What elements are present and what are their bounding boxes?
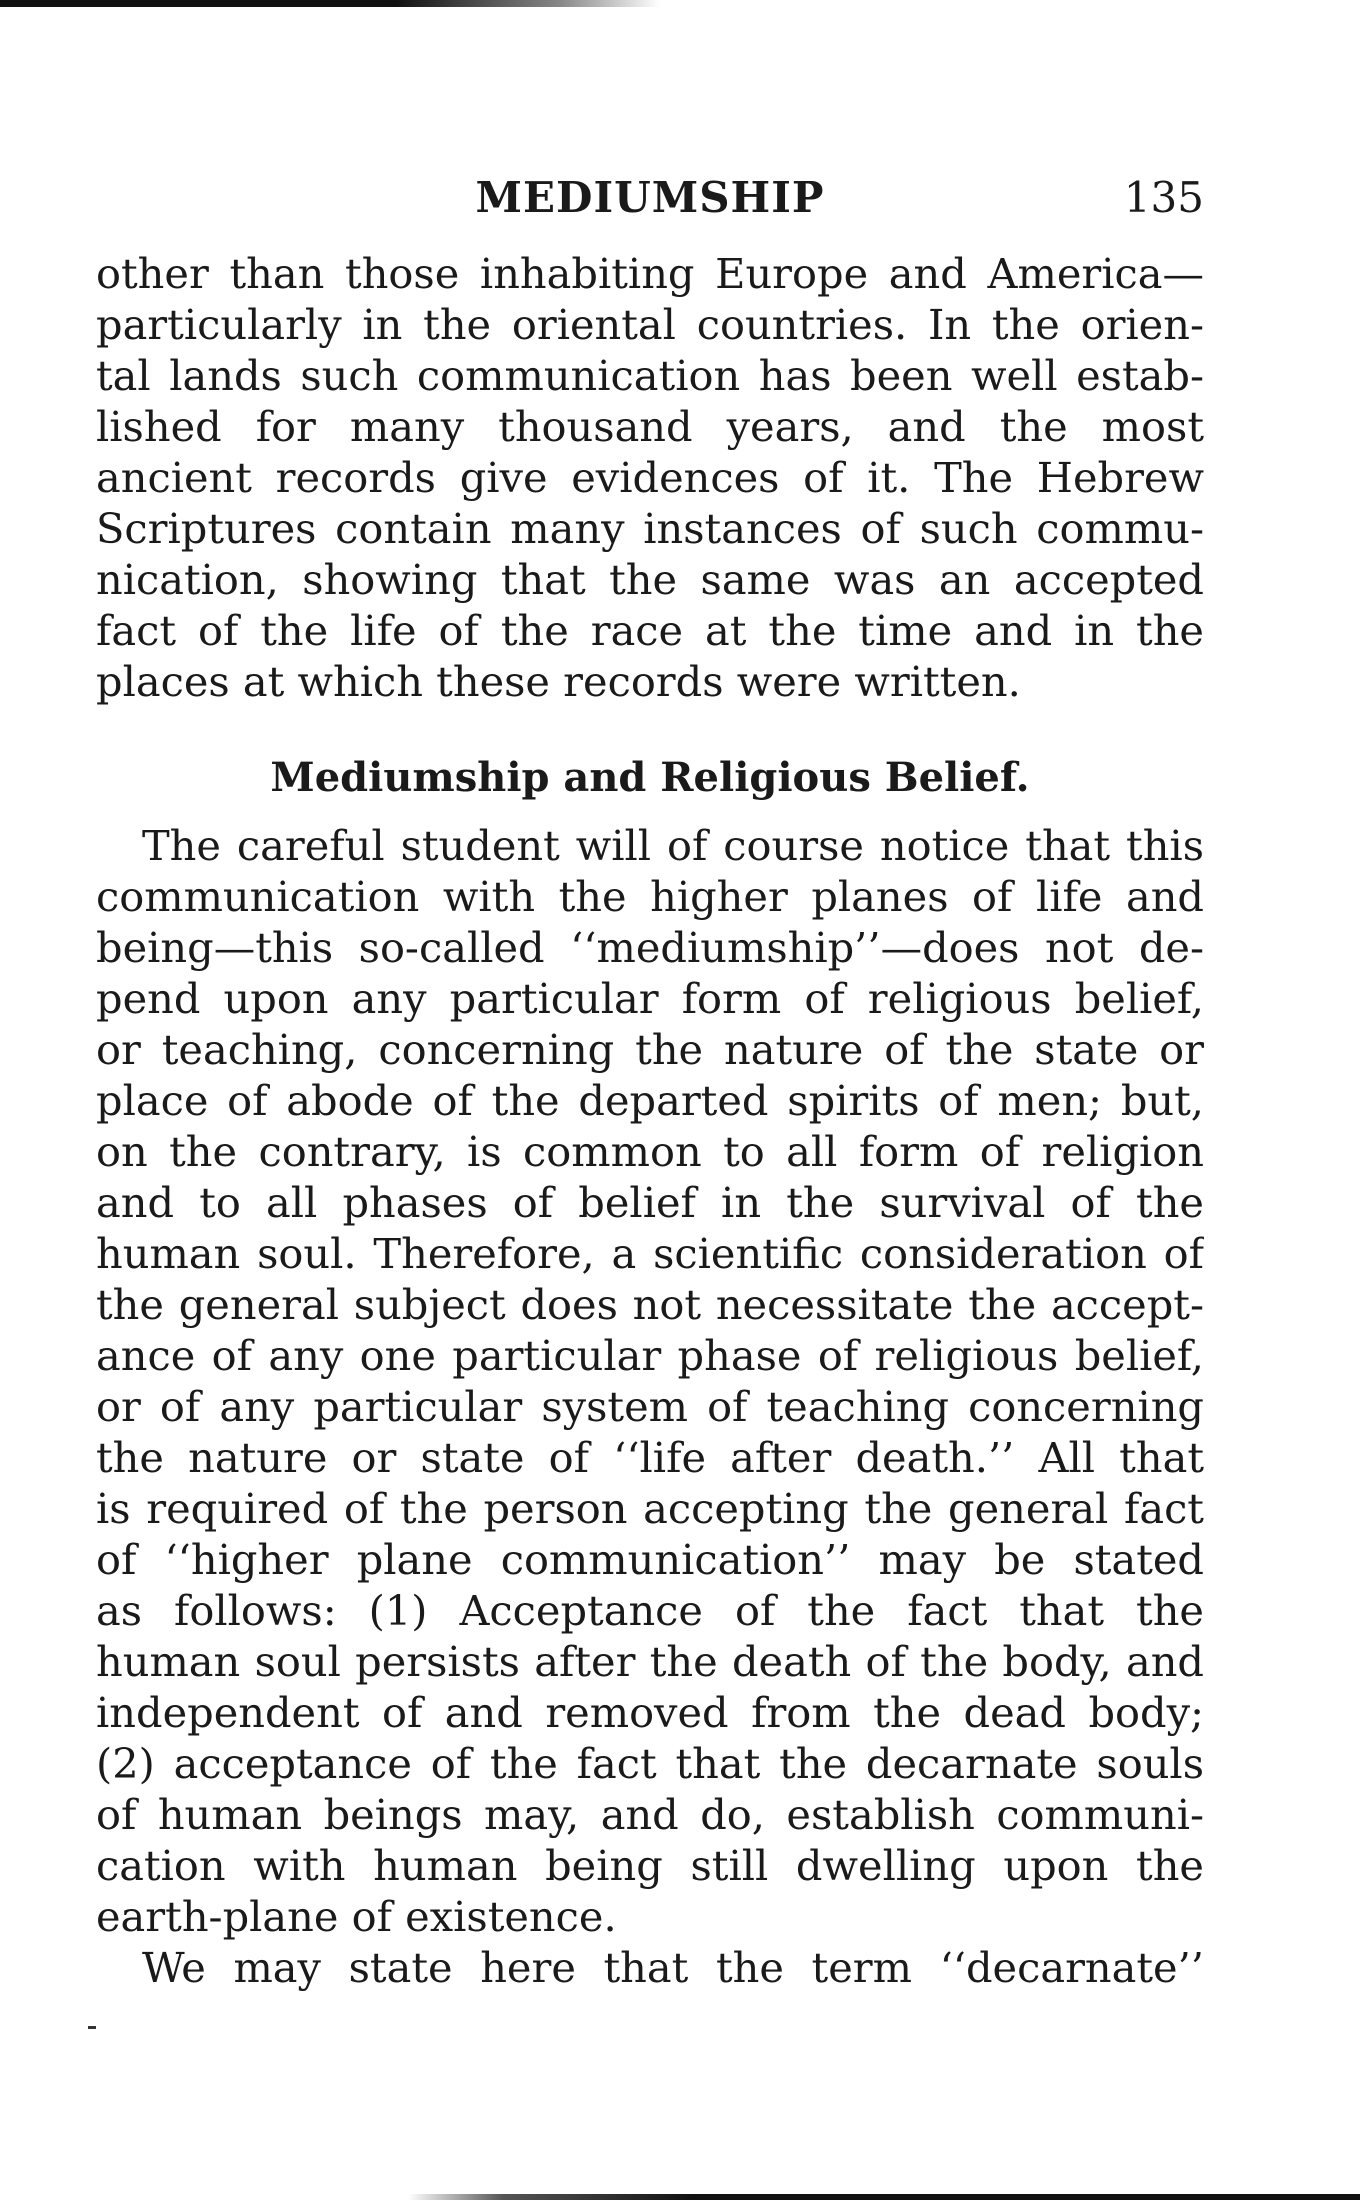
- paragraph-line: and to all phases of belief in the survival of the: [96, 1178, 1204, 1227]
- paragraph-line: earth-plane of existence.: [96, 1892, 617, 1941]
- paragraph-line: the nature or state of ‘‘life after death.’’ All that: [96, 1433, 1204, 1482]
- paragraph-line: on the contrary, is common to all form of religion: [96, 1127, 1204, 1176]
- paragraph-line: tal lands such communication has been well estab-: [96, 351, 1204, 400]
- paragraph-line: human soul. Therefore, a scientific consideration of: [96, 1229, 1204, 1278]
- paragraph-line: place of abode of the departed spirits of men; but,: [96, 1076, 1204, 1125]
- section-heading: Mediumship and Religious Belief.: [270, 754, 1030, 801]
- paragraph-line: nication, showing that the same was an accepted: [96, 555, 1204, 604]
- paragraph-line: ancient records give evidences of it. The Hebrew: [96, 453, 1204, 502]
- paragraph-1: [96, 248, 1204, 707]
- paragraph-line: cation with human being still dwelling upon the: [96, 1841, 1204, 1890]
- paragraph-line: or of any particular system of teaching concerning: [96, 1382, 1204, 1431]
- stray-mark: [88, 2026, 96, 2029]
- paragraph-3: [96, 1942, 1204, 1993]
- top-scan-rule: [0, 0, 660, 7]
- running-head: [96, 172, 1204, 224]
- paragraph-line: of human beings may, and do, establish communi-: [96, 1790, 1204, 1839]
- paragraph-line: other than those inhabiting Europe and America—: [96, 249, 1204, 298]
- paragraph-line: places at which these records were written.: [96, 657, 1021, 706]
- paragraph-line: of ‘‘higher plane communication’’ may be stated: [96, 1535, 1204, 1584]
- page-number: 135: [1123, 173, 1204, 222]
- paragraph-line: lished for many thousand years, and the most: [96, 402, 1204, 451]
- paragraph-line: Scriptures contain many instances of such commu-: [96, 504, 1204, 553]
- page-title: MEDIUMSHIP: [475, 173, 825, 222]
- paragraph-line: particularly in the oriental countries. In the orien-: [96, 300, 1204, 349]
- paragraph-line: independent of and removed from the dead body;: [96, 1688, 1204, 1737]
- bottom-scan-rule: [408, 2194, 1360, 2200]
- paragraph-line: (2) acceptance of the fact that the decarnate souls: [96, 1739, 1204, 1788]
- paragraph-line: being—this so-called ‘‘mediumship’’—does not de-: [96, 923, 1204, 972]
- paragraph-2: [96, 820, 1204, 1942]
- paragraph-line: The careful student will of course notice that this: [142, 821, 1204, 870]
- paragraph-line: communication with the higher planes of life and: [96, 872, 1204, 921]
- paragraph-line: or teaching, concerning the nature of the state or: [96, 1025, 1204, 1074]
- paragraph-line: is required of the person accepting the general fact: [96, 1484, 1204, 1533]
- paragraph-line: the general subject does not necessitate the accept-: [96, 1280, 1204, 1329]
- paragraph-line: as follows: (1) Acceptance of the fact that the: [96, 1586, 1204, 1635]
- paragraph-line: fact of the life of the race at the time and in the: [96, 606, 1204, 655]
- paragraph-line: human soul persists after the death of the body, and: [96, 1637, 1204, 1686]
- paragraph-line: ance of any one particular phase of religious belief,: [96, 1331, 1204, 1380]
- paragraph-line: We may state here that the term ‘‘decarnate’’: [142, 1943, 1204, 1992]
- paragraph-line: pend upon any particular form of religious belief,: [96, 974, 1204, 1023]
